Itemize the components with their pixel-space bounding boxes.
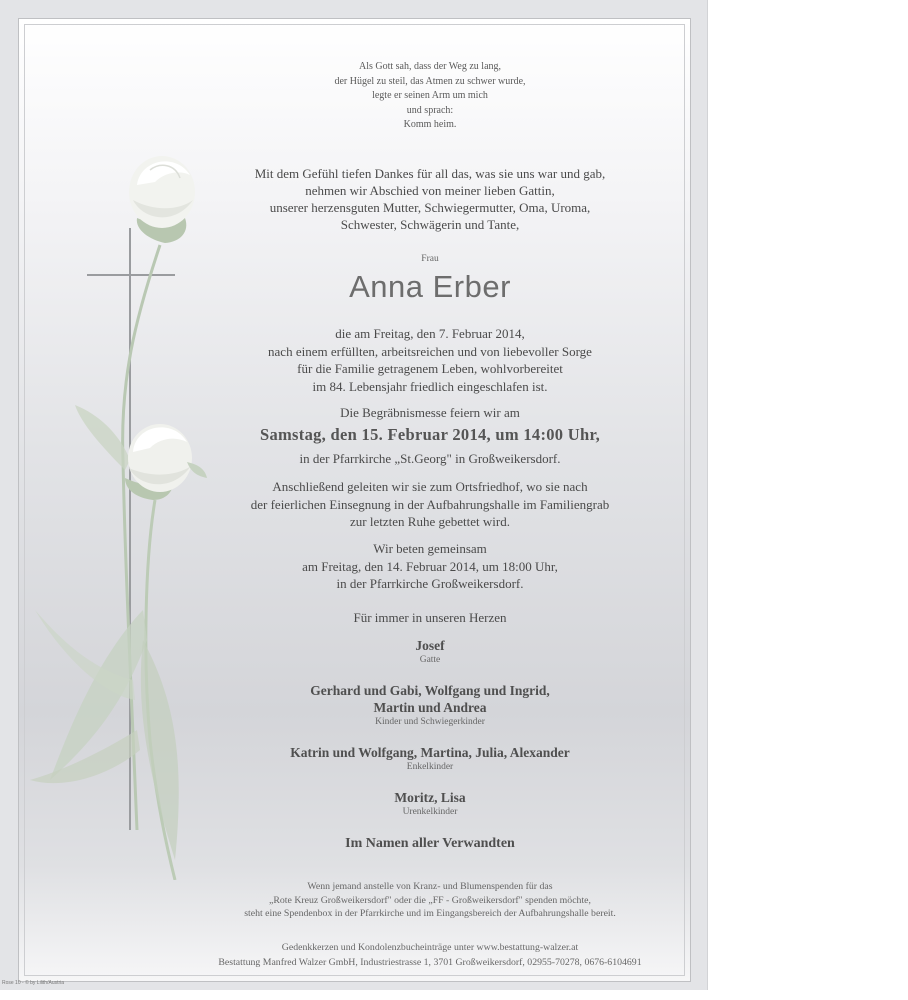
family-role: Kinder und Schwiegerkinder xyxy=(375,717,485,727)
family-group xyxy=(180,637,680,666)
family-group xyxy=(180,789,680,818)
prayer-line: in der Pfarrkirche Großweikersdorf. xyxy=(336,576,524,591)
donation-line: Wenn jemand anstelle von Kranz- und Blumenspenden für das xyxy=(307,881,553,892)
donation-line: „Rote Kreuz Großweikersdorf" oder die „FF - Großweikersdorf" spenden möchte, xyxy=(269,894,591,906)
family-names: Gerhard und Gabi, Wolfgang und Ingrid, xyxy=(310,683,550,698)
family-role: Urenkelkinder xyxy=(402,807,458,817)
family-role: Enkelkinder xyxy=(406,762,454,772)
intro-line: Mit dem Gefühl tiefen Dankes für all das, was sie uns war und gab, xyxy=(254,166,606,181)
funeral-home-line: Bestattung Manfred Walzer GmbH, Industriestrasse 1, 3701 Großweikersdorf, 02955-70278, 0676-6104691 xyxy=(218,956,642,968)
burial-line: der feierlichen Einsegnung in der Aufbahrungshalle im Familiengrab xyxy=(250,496,610,512)
death-line: im 84. Lebensjahr friedlich eingeschlafen ist. xyxy=(312,378,548,394)
burial-line: zur letzten Ruhe gebettet wird. xyxy=(350,514,510,529)
funeral-home-info xyxy=(180,941,680,970)
mass-place: in der Pfarrkirche „St.Georg" in Großweikersdorf. xyxy=(299,451,561,466)
family-role: Gatte xyxy=(419,655,441,665)
mass-date: Samstag, den 15. Februar 2014, um 14:00 Uhr, xyxy=(259,425,600,444)
family-names: Martin und Andrea xyxy=(373,700,487,715)
deceased-name: Anna Erber xyxy=(349,269,511,304)
prayer-text xyxy=(180,540,680,593)
poem-line: und sprach: xyxy=(406,104,454,116)
intro-line: unserer herzensguten Mutter, Schwiegermutter, Oma, Uroma, xyxy=(269,200,591,215)
family-heading: Für immer in unseren Herzen xyxy=(353,610,507,625)
death-line: die am Freitag, den 7. Februar 2014, xyxy=(335,326,525,341)
prayer-line: am Freitag, den 14. Februar 2014, um 18:00 Uhr, xyxy=(302,558,558,574)
family-group xyxy=(180,682,680,728)
poem-line: legte er seinen Arm um mich xyxy=(372,90,488,101)
intro-line: Schwester, Schwägerin und Tante, xyxy=(340,217,520,232)
death-line: für die Familie getragenem Leben, wohlvorbereitet xyxy=(297,361,563,376)
poem xyxy=(315,60,545,133)
donation-note xyxy=(180,880,680,921)
salutation: Frau xyxy=(421,254,439,264)
image-credit: Rose 10 - © by Lilith/Austria xyxy=(2,980,65,986)
family-names: Josef xyxy=(415,638,445,653)
donation-line: steht eine Spendenbox in der Pfarrkirche und im Eingangsbereich der Aufbahrungshalle bereit. xyxy=(244,908,616,919)
intro-line: nehmen wir Abschied von meiner lieben Gattin, xyxy=(305,183,555,198)
funeral-home-line: Gedenkkerzen und Kondolenzbucheinträge unter www.bestattung-walzer.at xyxy=(281,942,579,953)
death-text xyxy=(180,325,680,395)
poem-line: Komm heim. xyxy=(403,119,457,130)
burial-line: Anschließend geleiten wir sie zum Ortsfriedhof, wo sie nach xyxy=(272,479,588,494)
prayer-line: Wir beten gemeinsam xyxy=(373,541,487,556)
intro-text xyxy=(180,165,680,233)
family-names: Katrin und Wolfgang, Martina, Julia, Alexander xyxy=(290,745,570,760)
poem-line: der Hügel zu steil, das Atmen zu schwer wurde, xyxy=(334,75,526,87)
poem-line: Als Gott sah, dass der Weg zu lang, xyxy=(358,61,502,72)
death-line: nach einem erfüllten, arbeitsreichen und von liebevoller Sorge xyxy=(268,343,592,359)
burial-text xyxy=(180,478,680,531)
mass-intro: Die Begräbnismesse feiern wir am xyxy=(340,405,520,420)
family-names: Moritz, Lisa xyxy=(394,790,466,805)
family-group xyxy=(180,744,680,773)
closing-line: Im Namen aller Verwandten xyxy=(345,836,515,851)
